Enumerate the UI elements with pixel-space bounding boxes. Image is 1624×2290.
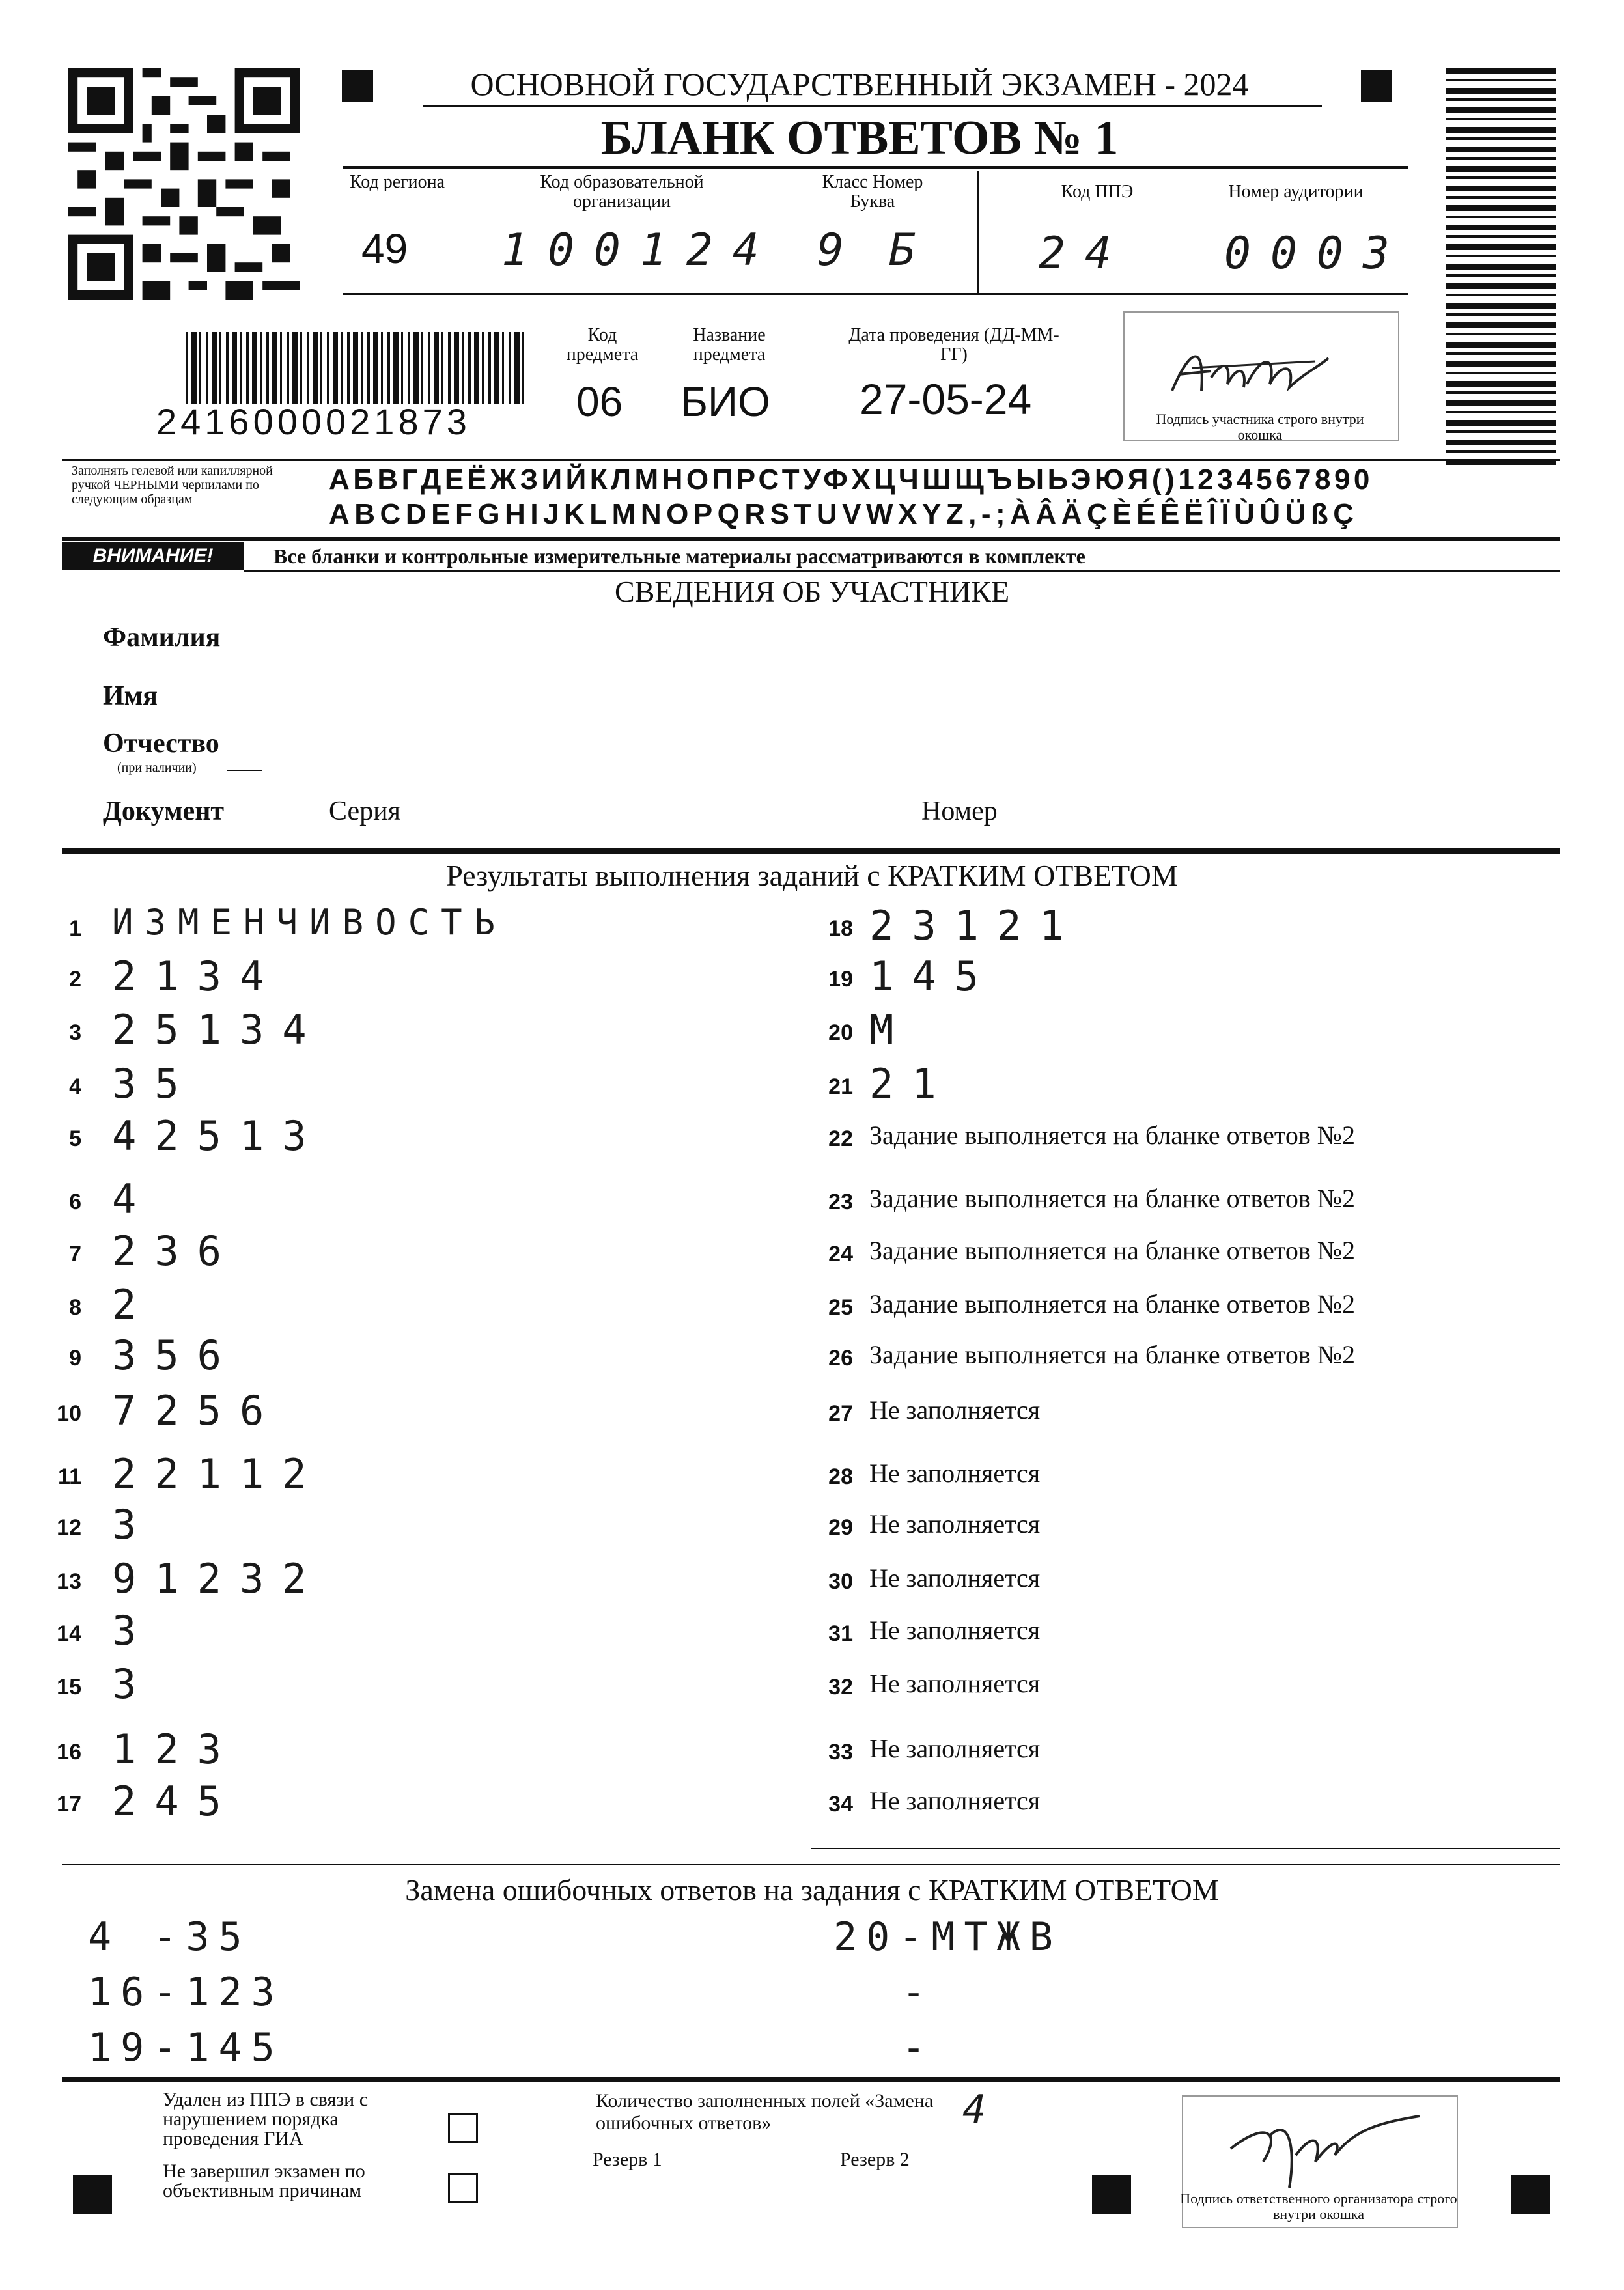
task-answer: 21 [869,1060,955,1108]
results-heading: Результаты выполнения заданий с КРАТКИМ ОТВЕТОМ [446,859,1178,892]
task-answer: 123 [112,1725,240,1773]
value-date: 27-05-24 [860,375,1032,423]
task-number: 21 [828,1074,853,1099]
task-number: 13 [57,1569,81,1594]
results-top-rule [62,848,1560,854]
task-number: 16 [57,1740,81,1765]
value-region: 49 [361,225,408,272]
task-answer: 7256 [112,1387,283,1434]
task-answer: 23121 [869,902,1082,949]
number-label: Номер [921,796,998,826]
task-number: 28 [828,1464,853,1489]
document-label: Документ [103,796,225,826]
form-title: БЛАНК ОТВЕТОВ № 1 [600,111,1119,165]
replacement-right-2: - [902,1970,944,2015]
corner-marker-top-left [342,70,373,102]
task-number: 4 [69,1074,81,1099]
task-number: 30 [828,1569,853,1594]
task-number: 9 [69,1346,81,1371]
task-number: 18 [828,916,853,941]
task-answer: М [869,1006,912,1054]
task-note: Задание выполняется на бланке ответов №2 [869,1289,1355,1319]
task-note: Задание выполняется на бланке ответов №2 [869,1340,1355,1369]
results-bottom-rule [811,1848,1560,1849]
value-class-letter: Б [889,225,935,276]
task-answer: 3 [112,1501,155,1548]
value-room: 0003 [1224,228,1409,279]
label-org: Код образовательной организации [540,172,704,212]
task-number: 3 [69,1020,81,1045]
participant-signature [1166,339,1335,410]
replacement-heading: Замена ошибочных ответов на задания с КРАТКИМ ОТВЕТОМ [405,1873,1219,1906]
not-finished-label: Не завершил экзамен по объективным причинам [163,2160,365,2201]
task-number: 1 [69,916,81,941]
task-answer: 3 [112,1660,155,1708]
task-number: 7 [69,1242,81,1266]
patronymic-note: (при наличии) [117,761,197,775]
task-answer: 145 [869,953,997,1000]
task-answer: 25134 [112,1006,325,1054]
value-subject-name: БИО [680,378,770,425]
label-ppe: Код ППЭ [1061,182,1134,202]
organizer-signature-caption: Подпись ответственного организатора строго внутри окошка [1180,2190,1457,2222]
task-note: Не заполняется [869,1669,1041,1698]
task-number: 26 [828,1346,853,1371]
replacement-left-2: 16-123 [88,1970,284,2015]
title-underline [423,105,1322,107]
corner-marker-top-right [1361,70,1392,102]
task-number: 12 [57,1515,81,1540]
name-label: Имя [103,681,158,711]
value-class-num: 9 [817,225,863,276]
label-room: Номер аудитории [1228,182,1364,202]
task-answer: 236 [112,1227,240,1275]
task-answer: 22112 [112,1450,325,1498]
task-note: Не заполняется [869,1615,1041,1645]
task-note: Задание выполняется на бланке ответов №2 [869,1236,1355,1265]
task-number: 24 [828,1242,853,1266]
task-number: 15 [57,1675,81,1699]
task-note: Не заполняется [869,1563,1041,1593]
replacement-right-3: - [902,2025,944,2071]
removed-label: Удален из ППЭ в связи с нарушением порядка проведения ГИА [163,2089,369,2149]
value-subject-code: 06 [576,378,623,425]
task-number: 31 [828,1621,853,1646]
participant-barcode [186,332,524,404]
label-subject-name: Название предмета [693,325,766,365]
header-divider [977,171,979,293]
task-number: 27 [828,1401,853,1426]
replacement-count-label: Количество заполненных полей «Замена ошибочных ответов» [596,2090,934,2134]
task-number: 25 [828,1295,853,1320]
barcode-number: 2416000021873 [156,401,471,442]
task-note: Не заполняется [869,1395,1041,1425]
exam-title: ОСНОВНОЙ ГОСУДАРСТВЕННЫЙ ЭКЗАМЕН - 2024 [470,66,1249,102]
task-number: 20 [828,1020,853,1045]
sample-line-cyrillic: АБВГДЕЁЖЗИЙКЛМНОПРСТУФХЦЧШЩЪЫЬЭЮЯ()1234567890 [329,464,1373,496]
task-answer: 35 [112,1060,197,1108]
task-number: 14 [57,1621,81,1646]
qr-code [68,68,300,300]
task-number: 5 [69,1126,81,1151]
task-note: Задание выполняется на бланке ответов №2 [869,1184,1355,1213]
header-top-rule [343,166,1408,169]
sample-line-latin: ABCDEFGHIJKLMNOPQRSTUVWXYZ,-;ÀÂÄÇÈÉÊËÎÏÙÛÜßÇ [329,498,1359,530]
task-answer: 42513 [112,1112,325,1160]
sample-top-rule [62,459,1560,461]
corner-marker-bottom-mid [1092,2175,1131,2214]
label-class: Класс Номер Буква [822,172,923,212]
replacement-left-3: 19-145 [88,2025,284,2071]
task-number: 17 [57,1792,81,1817]
task-number: 22 [828,1126,853,1151]
task-number: 29 [828,1515,853,1540]
task-answer: 91232 [112,1555,325,1602]
participant-heading: СВЕДЕНИЯ ОБ УЧАСТНИКЕ [614,575,1010,608]
attention-text: Все бланки и контрольные измерительные материалы рассматриваются в комплекте [273,544,1085,568]
value-ppe: 24 [1039,228,1131,279]
replacement-left-1: 4 -35 [88,1914,251,1960]
surname-label: Фамилия [103,622,221,652]
task-note: Задание выполняется на бланке ответов №2 [869,1121,1355,1150]
task-note: Не заполняется [869,1786,1041,1815]
patronymic-note-line [227,770,262,771]
task-number: 10 [57,1401,81,1426]
patronymic-label: Отчество [103,729,219,759]
label-region: Код региона [349,172,445,192]
footer-top-rule [62,2077,1560,2082]
corner-marker-bottom-right [1511,2175,1550,2214]
task-answer: ИЗМЕНЧИВОСТЬ [112,902,507,943]
series-label: Серия [329,796,400,826]
task-note: Не заполняется [869,1734,1041,1763]
replacement-top-rule [62,1864,1560,1865]
task-number: 6 [69,1190,81,1214]
task-answer: 2 [112,1281,155,1328]
task-number: 19 [828,967,853,992]
task-answer: 3 [112,1607,155,1655]
label-date: Дата проведения (ДД-ММ-ГГ) [848,325,1059,365]
organizer-signature [1224,2110,1433,2194]
task-answer: 4 [112,1175,155,1223]
reserve-2-label: Резерв 2 [840,2149,910,2170]
replacement-count-value: 4 [962,2087,1006,2132]
value-org: 100124 [501,225,779,276]
label-subject-code: Код предмета [566,325,639,365]
attention-bottom-rule [244,570,1560,572]
header-mid-rule [343,293,1408,295]
task-note: Не заполняется [869,1459,1041,1488]
task-number: 8 [69,1295,81,1320]
side-barcode [1446,68,1556,466]
removed-checkbox[interactable] [448,2113,478,2143]
task-number: 2 [69,967,81,992]
task-number: 23 [828,1190,853,1214]
sample-instruction: Заполнять гелевой или капиллярной ручкой ЧЕРНЫМИ чернилами по следующим образцам [72,464,273,507]
replacement-right-1: 20-МТЖВ [833,1914,1062,1960]
task-number: 33 [828,1740,853,1765]
task-number: 11 [58,1464,81,1489]
task-note: Не заполняется [869,1509,1041,1539]
task-answer: 2134 [112,953,283,1000]
attention-badge: ВНИМАНИЕ! [62,542,244,570]
task-number: 34 [828,1792,853,1817]
task-number: 32 [828,1675,853,1699]
not-finished-checkbox[interactable] [448,2173,478,2203]
task-answer: 356 [112,1332,240,1379]
corner-marker-bottom-left [73,2175,112,2214]
task-answer: 245 [112,1778,240,1825]
participant-signature-caption: Подпись участника строго внутри окошка [1156,411,1364,443]
attention-top-rule [62,537,1560,541]
reserve-1-label: Резерв 1 [593,2149,662,2170]
